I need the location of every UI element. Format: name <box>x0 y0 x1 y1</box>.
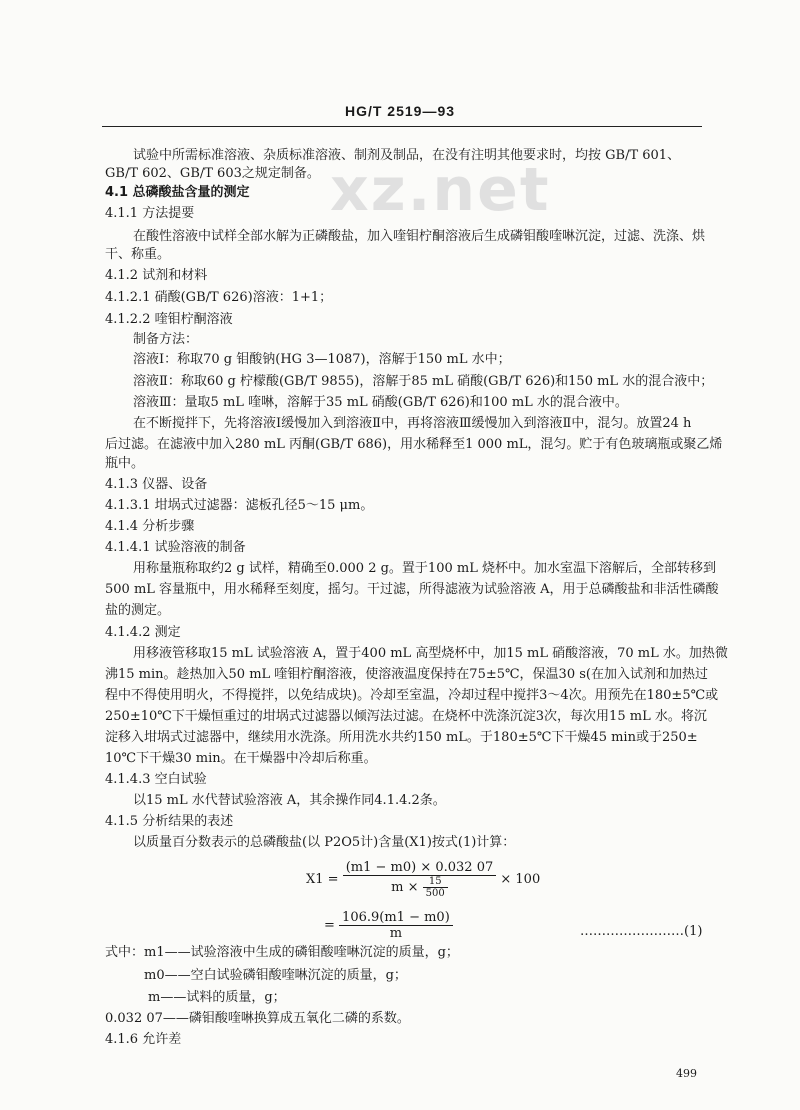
section-heading: 4.1.4 分析步骤 <box>105 519 195 534</box>
body-text-line: 溶液Ⅱ：称取60 g 柠檬酸(GB/T 9855)，溶解于85 mL 硝酸(GB/T 626)和150 mL 水的混合液中； <box>133 374 714 389</box>
section-heading: 4.1.3.1 坩埚式过滤器：滤板孔径5～15 μm。 <box>105 498 374 513</box>
formula-lhs: X1 = <box>306 872 339 887</box>
formula-denominator-2: m <box>389 926 403 941</box>
body-text-line: 在不断搅拌下，先将溶液Ⅰ缓慢加入到溶液Ⅱ中，再将溶液Ⅲ缓慢加入到溶液Ⅱ中，混匀。放置24 h <box>133 416 692 431</box>
section-heading: 4.1.4.3 空白试验 <box>105 772 207 787</box>
body-text-line: 以15 mL 水代替试验溶液 A，其余操作同4.1.4.2条。 <box>133 793 446 808</box>
body-text-line: 干、称重。 <box>105 247 171 262</box>
section-heading: 4.1.4.1 试验溶液的制备 <box>105 540 246 555</box>
section-heading: 4.1.4.2 测定 <box>105 625 181 640</box>
formula-line-2 <box>324 910 453 941</box>
formula-numerator-2: 106.9(m1 − m0) <box>339 910 453 926</box>
section-heading: 4.1.3 仪器、设备 <box>105 477 208 492</box>
section-heading: 4.1.2.1 硝酸(GB/T 626)溶液：1+1； <box>105 290 333 305</box>
formula-times-100: × 100 <box>500 872 541 887</box>
definition-line: 式中：m1——试验溶液中生成的磷钼酸喹啉沉淀的质量，g； <box>105 945 459 960</box>
inner-denominator: 500 <box>425 888 445 899</box>
body-text-line: 沸15 min。趁热加入50 mL 喹钼柠酮溶液，使溶液温度保持在75±5℃，保温30 s(在加入试剂和加热过 <box>105 667 708 682</box>
formula-inner-fraction <box>423 876 448 899</box>
standard-code-header: HG/T 2519—93 <box>344 103 456 119</box>
inner-numerator: 15 <box>423 876 448 888</box>
body-text-line: 盐的测定。 <box>105 603 171 618</box>
watermark: xz.net <box>330 155 551 225</box>
body-text-line: 250±10℃下干燥恒重过的坩埚式过滤器以倾泻法过滤。在烧杯中洗涤沉淀3次，每次用15 mL 水。将沉 <box>105 709 707 724</box>
body-text-line: 10℃下干燥30 min。在干燥器中冷却后称重。 <box>105 751 377 766</box>
section-heading: 4.1.2 试剂和材料 <box>105 268 208 283</box>
section-heading: 4.1.5 分析结果的表述 <box>105 814 234 829</box>
formula-denominator <box>343 876 497 899</box>
formula-equals: = <box>324 918 335 933</box>
equation-number: ……………………(1) <box>580 924 703 939</box>
body-text-line: 用称量瓶称取约2 g 试样，精确至0.000 2 g。置于100 mL 烧杯中。加水室温下溶解后，全部转移到 <box>133 561 716 576</box>
body-text-line: 500 mL 容量瓶中，用水稀释至刻度，摇匀。干过滤，所得滤液为试验溶液 A，用于总磷酸盐和非活性磷酸 <box>105 582 719 597</box>
header-rule <box>102 126 702 127</box>
body-text-line: 试验中所需标准溶液、杂质标准溶液、制剂及制品，在没有注明其他要求时，均按 GB/T 601、 <box>133 148 681 163</box>
section-heading: 4.1.2.2 喹钼柠酮溶液 <box>105 312 233 327</box>
section-heading: 4.1.1 方法提要 <box>105 206 195 221</box>
body-text-line: 淀移入坩埚式过滤器中，继续用水洗涤。所用洗水共约150 mL。于180±5℃下干燥45 min或于250± <box>105 730 698 745</box>
body-text-line: 瓶中。 <box>105 456 145 471</box>
definition-line: m——试料的质量，g； <box>148 990 286 1005</box>
formula-fraction-2 <box>339 910 453 941</box>
section-heading: 4.1.6 允许差 <box>105 1032 182 1047</box>
page-number: 499 <box>676 1067 697 1080</box>
body-text-line: 溶液Ⅲ：量取5 mL 喹啉，溶解于35 mL 硝酸(GB/T 626)和100 mL 水的混合液中。 <box>133 395 628 410</box>
formula-fraction <box>343 860 497 899</box>
body-text-line: 制备方法： <box>133 332 199 347</box>
body-text-line: 以质量百分数表示的总磷酸盐(以 P2O5计)含量(X1)按式(1)计算： <box>133 835 516 850</box>
formula-line-1 <box>306 860 540 899</box>
formula-numerator: (m1 − m0) × 0.032 07 <box>343 860 497 876</box>
definition-line: 0.032 07——磷钼酸喹啉换算成五氧化二磷的系数。 <box>105 1011 410 1026</box>
body-text-line: 在酸性溶液中试样全部水解为正磷酸盐，加入喹钼柠酮溶液后生成磷钼酸喹啉沉淀，过滤、洗涤、烘 <box>133 229 706 244</box>
body-text-line: 后过滤。在滤液中加入280 mL 丙酮(GB/T 686)，用水稀释至1 000 mL，混匀。贮于有色玻璃瓶或聚乙烯 <box>105 437 723 452</box>
formula-denominator-prefix: m × <box>391 880 419 895</box>
section-heading: 4.1 总磷酸盐含量的测定 <box>105 185 250 200</box>
definition-line: m0——空白试验磷钼酸喹啉沉淀的质量，g； <box>144 968 407 983</box>
body-text-line: 用移液管移取15 mL 试验溶液 A，置于400 mL 高型烧杯中，加15 mL 硝酸溶液，70 mL 水。加热微 <box>133 646 728 661</box>
body-text-line: 程中不得使用明火，不得搅拌，以免结成块)。冷却至室温，冷却过程中搅拌3～4次。用预先在180±5℃或 <box>105 688 719 703</box>
body-text-line: 溶液Ⅰ：称取70 g 钼酸钠(HG 3—1087)，溶解于150 mL 水中； <box>133 352 511 367</box>
body-text-line: GB/T 602、GB/T 603之规定制备。 <box>105 166 320 181</box>
